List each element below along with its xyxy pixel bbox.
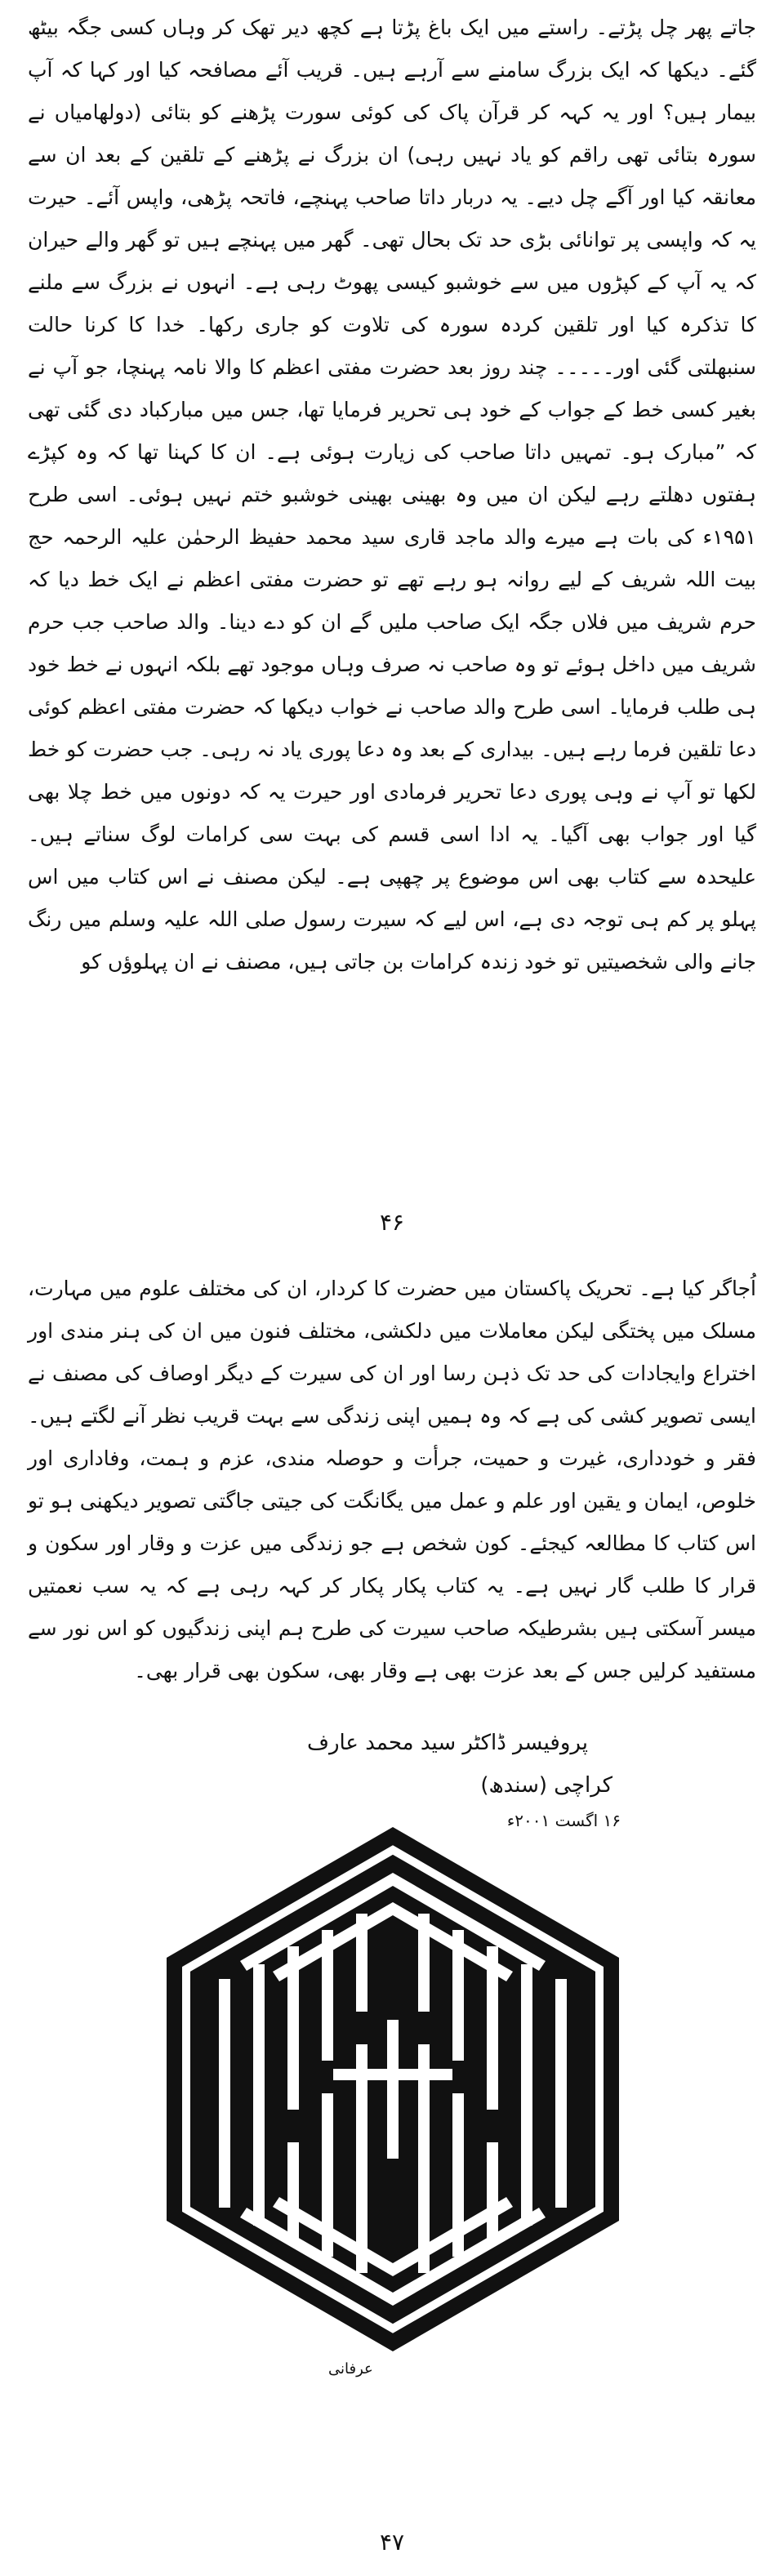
page-47-paragraph: اُجاگر کیا ہے۔ تحریک پاکستان میں حضرت کا کردار، ان کی مختلف علوم میں مہارت، مسلک میں پختگی لیکن معاملات میں دلکشی، مختلف فنون میں ان کی ہنر مندی اور اختراع وایجادات کی حد تک ذہن رسا اور ان کی سیرت کے دیگر اوصاف کی مصنف نے ایسی تصویر کشی کی ہے کہ وہ ہمیں اپنی زندگی سے بہت قریب نظر آنے لگتے ہیں۔ فقر و خودداری، غیرت و حمیت، جرأت و حوصلہ مندی، عزم و ہمت، وفاداری اور خلوص، ایمان و یقین اور علم و عمل میں یگانگت کی جیتی جاگتی تصویر دیکھنی ہو تو اس کتاب کا مطالعہ کیجئے۔ کون شخص ہے جو زندگی میں عزت و وقار اور سکون و قرار کا طلب گار نہیں ہے۔ یہ کتاب پکار پکار کر کہہ رہی ہے کہ یہ سب نعمتیں میسر آسکتی ہیں بشرطیکہ صاحب سیرت کی طرح ہم اپنی زندگیوں کو اس نور سے مستفید کرلیں جس کے بعد عزت بھی ہے وقار بھی، سکون بھی قرار بھی۔ — [28, 1277, 756, 1682]
page-46-paragraph: جاتے پھر چل پڑتے۔ راستے میں ایک باغ پڑتا ہے کچھ دیر تھک کر وہاں کسی جگہ بیٹھ گئے۔ دیکھا کہ ایک بزرگ سامنے سے آرہے ہیں۔ قریب آئے مصافحہ کیا اور کہا کہ آپ بیمار ہیں؟ اور یہ کہہ کر قرآن پاک کی کوئی سورت پڑھنے کو بتائی (دولھامیاں نے سورہ بتائی تھی راقم کو یاد نہیں رہی) ان بزرگ نے پڑھنے کے تلقین کے بعد ان سے معانقہ کیا اور آگے چل دیے۔ یہ دربار داتا صاحب پہنچے، فاتحہ پڑھی، واپس آئے۔ حیرت یہ کہ واپسی پر توانائی بڑی حد تک بحال تھی۔ گھر میں پہنچے ہیں تو گھر والے حیران کہ یہ آپ کے کپڑوں میں سے خوشبو کیسی پھوٹ رہی ہے۔ انہوں نے بزرگ سے ملنے کا تذکرہ کیا اور تلقین کردہ سورہ کی تلاوت کو جاری رکھا۔ خدا کا کرنا حالت سنبھلتی گئی اور۔۔۔۔۔ چند روز بعد حضرت مفتی اعظم کا والا نامہ پہنچا، جو آپ نے بغیر کسی خط کے جواب کے خود ہی تحریر فرمایا تھا، جس میں مبارکباد دی گئی تھی کہ ”مبارک ہو۔ تمہیں داتا صاحب کی زیارت ہوئی ہے۔ ان کا کہنا تھا کہ وہ کپڑے ہفتوں دھلتے رہے لیکن ان میں وہ بھینی بھینی خوشبو ختم نہیں ہوئی۔ اسی طرح ۱۹۵۱ء کی بات ہے میرے والد ماجد قاری سید محمد حفیظ الرحمٰن علیہ الرحمہ حج بیت اللہ شریف کے لیے روانہ ہو رہے تھے تو حضرت مفتی اعظم نے ایک خط دیا کہ حرم شریف میں فلاں جگہ ایک صاحب ملیں گے ان کو دے دینا۔ والد صاحب جب حرم شریف میں داخل ہوئے تو وہ صاحب نہ صرف وہاں موجود تھے بلکہ انہوں نے خط خود ہی طلب فرمایا۔ اسی طرح والد صاحب نے خواب دیکھا کہ حضرت مفتی اعظم کوئی دعا تلقین فرما رہے ہیں۔ بیداری کے بعد وہ دعا پوری یاد نہ رہی۔ جب حضرت کو خط لکھا تو آپ نے وہی پوری دعا تحریر فرمادی اور حیرت یہ کہ دونوں میں خط چلا بھی گیا اور جواب بھی آگیا۔ یہ ادا اسی قسم کی بہت سی کرامات لوگ سناتے ہیں۔ علیحدہ سے کتاب بھی اس موضوع پر چھپی ہے۔ لیکن مصنف نے اس کتاب میں اس پہلو پر کم ہی توجہ دی ہے، اس لیے کہ سیرت رسول صلی اللہ علیہ وسلم میں رنگ جانے والی شخصیتیں تو خود زندہ کرامات بن جاتی ہیں، مصنف نے ان پہلوؤں کو — [27, 16, 756, 974]
author-signature — [278, 1722, 702, 1834]
author-name: پروفیسر ڈاکٹر سید محمد عارف — [307, 1731, 588, 1755]
artist-signature: عرفانی — [328, 2360, 373, 2378]
page-46 — [0, 0, 784, 1258]
page-46-number: ۴۶ — [379, 1209, 405, 1236]
kufic-calligraphy-emblem — [162, 1824, 624, 2355]
signature-date: ۱۶ اگست ۲۰۰۱ء — [506, 1811, 621, 1830]
calligraphy-hexagon-icon — [162, 1824, 624, 2355]
page-47 — [0, 1264, 784, 2576]
author-place: کراچی (سندھ) — [480, 1773, 612, 1798]
page-47-number: ۴۷ — [379, 2529, 405, 2556]
